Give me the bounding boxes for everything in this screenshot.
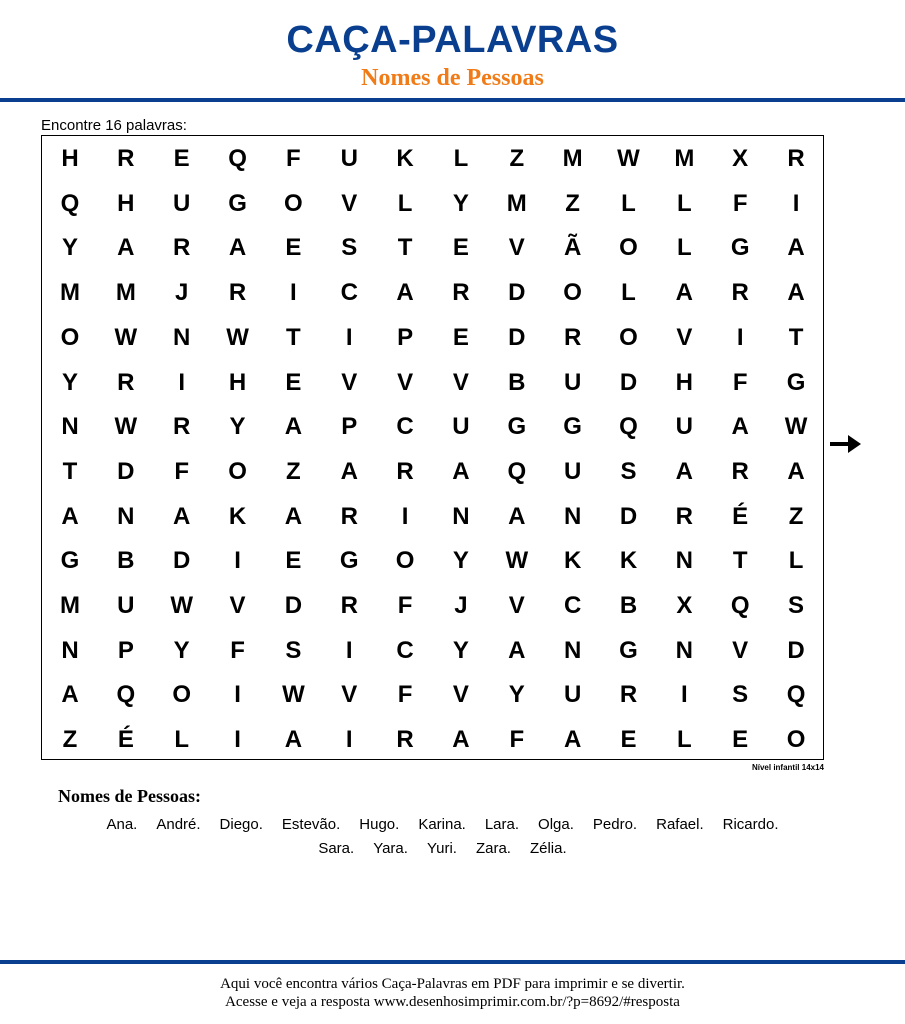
grid-letter: A	[675, 457, 694, 485]
grid-letter: E	[285, 547, 302, 575]
word-list-item: Sara.	[318, 840, 355, 857]
grid-letter: F	[230, 636, 245, 664]
grid-letter: E	[620, 726, 637, 754]
grid-letter: R	[117, 145, 135, 172]
word-list-line-2	[0, 840, 885, 857]
footer-link-text: Acesse e veja a resposta www.desenhosimprimir.com.br/?p=8692/#resposta	[225, 994, 680, 1010]
word-list-item: Karina.	[418, 816, 466, 833]
grid-letter: I	[681, 681, 688, 709]
grid-letter: T	[62, 457, 78, 485]
grid-letter: Z	[565, 189, 580, 217]
word-list-item: Ricardo.	[722, 816, 779, 833]
grid-letter: I	[792, 189, 800, 217]
grid-letter: S	[788, 592, 805, 619]
grid-letter: K	[228, 502, 247, 530]
word-list-item: Zélia.	[529, 840, 567, 857]
grid-letter: U	[563, 457, 582, 485]
grid-letter: H	[61, 145, 79, 172]
grid-letter: A	[675, 279, 694, 307]
grid-letter: N	[117, 502, 135, 530]
grid-letter: G	[339, 547, 359, 575]
grid-letter: D	[508, 279, 526, 307]
grid-letter: A	[340, 457, 358, 485]
grid-letter: I	[178, 368, 186, 396]
grid-letter: L	[621, 279, 636, 307]
grid-letter: Y	[452, 636, 469, 664]
grid-letter: C	[563, 592, 582, 619]
grid-letter: A	[452, 726, 470, 754]
word-list-line-1	[0, 816, 885, 833]
grid-letter: D	[173, 547, 191, 575]
grid-letter: F	[397, 592, 413, 619]
word-list-item: Ana.	[106, 816, 138, 833]
grid-letter: Y	[508, 681, 525, 709]
grid-letter: A	[787, 279, 805, 307]
grid-letter: I	[345, 636, 353, 664]
word-list-item: Zara.	[475, 840, 511, 857]
grid-letter: G	[563, 413, 582, 441]
grid-letter: A	[117, 234, 135, 262]
grid-letter: A	[61, 502, 79, 530]
grid-letter: R	[117, 368, 135, 396]
grid-letter: S	[341, 234, 358, 262]
grid-letter: V	[508, 592, 525, 619]
grid-letter: M	[562, 145, 583, 172]
grid-letter: F	[397, 681, 413, 709]
grid-letter: E	[285, 234, 302, 262]
grid-letter: Z	[62, 726, 78, 754]
names-heading: Nomes de Pessoas:	[58, 786, 201, 806]
grid-letter: Q	[730, 592, 750, 619]
grid-letter: R	[731, 457, 749, 485]
grid-letter: D	[787, 636, 805, 664]
grid-letter: D	[619, 502, 638, 530]
grid-letter: U	[675, 413, 694, 441]
grid-letter: A	[396, 279, 414, 307]
grid-letter: Ã	[563, 234, 582, 262]
grid-letter: O	[284, 189, 303, 217]
grid-letter: G	[786, 368, 806, 396]
word-list-item: Rafael.	[656, 816, 704, 833]
grid-letter: I	[234, 681, 241, 709]
grid-letter: U	[452, 413, 470, 441]
word-list-item: Olga.	[538, 816, 574, 833]
grid-letter: M	[60, 592, 80, 619]
grid-letter: M	[115, 279, 136, 307]
footer-text: Aqui você encontra vários Caça-Palavras em PDF para imprimir e se divertir.	[220, 976, 685, 992]
grid-letter: U	[563, 368, 582, 396]
grid-letter: E	[452, 234, 469, 262]
grid-letter: R	[675, 502, 694, 530]
grid-letter: Y	[452, 189, 469, 217]
grid-letter: Q	[60, 189, 80, 217]
grid-letter: T	[397, 234, 413, 262]
grid-letter: Q	[619, 413, 638, 441]
grid-letter: K	[619, 547, 638, 575]
grid-letter: X	[676, 592, 693, 619]
grid-letter: D	[117, 457, 135, 485]
grid-letter: N	[563, 636, 582, 664]
grid-letter: R	[731, 279, 749, 307]
grid-letter: X	[732, 145, 749, 172]
grid-letter: I	[345, 323, 353, 351]
grid-letter: L	[677, 234, 692, 262]
grid-letter: O	[172, 681, 192, 709]
grid-letter: N	[61, 413, 79, 441]
grid-letter: B	[117, 547, 135, 575]
grid-letter: A	[563, 726, 582, 754]
grid-letter: A	[508, 502, 526, 530]
grid-letter: L	[397, 189, 413, 217]
grid-letter: E	[173, 145, 190, 172]
word-list-item: André.	[156, 816, 201, 833]
grid-letter: Y	[452, 547, 469, 575]
grid-letter: H	[675, 368, 694, 396]
header-divider	[0, 98, 905, 102]
grid-letter: B	[508, 368, 526, 396]
grid-letter: V	[676, 323, 693, 351]
grid-letter: O	[619, 234, 638, 262]
grid-letter: M	[674, 145, 695, 172]
grid-letter: E	[452, 323, 469, 351]
grid-letter: W	[505, 547, 529, 575]
grid-letter: A	[787, 234, 805, 262]
grid-letter: R	[340, 502, 358, 530]
grid-letter: W	[617, 145, 640, 172]
instructions-text: Encontre 16 palavras:	[41, 117, 187, 134]
grid-letter: G	[60, 547, 80, 575]
grid-letter: W	[114, 323, 138, 351]
grid-letter: B	[619, 592, 638, 619]
grid-letter: T	[732, 547, 748, 575]
word-list-item: Yuri.	[426, 840, 457, 857]
page-title: CAÇA-PALAVRAS	[286, 19, 619, 61]
word-list-item: Pedro.	[592, 816, 638, 833]
grid-letter: Y	[173, 636, 190, 664]
grid-letter: V	[229, 592, 246, 619]
grid-letter: W	[784, 413, 808, 441]
grid-letter: G	[507, 413, 527, 441]
grid-letter: W	[170, 592, 194, 619]
grid-letter: U	[563, 681, 582, 709]
grid-letter: U	[173, 189, 191, 217]
grid-letter: A	[452, 457, 470, 485]
grid-letter: P	[397, 323, 414, 351]
word-list-item: Lara.	[484, 816, 520, 833]
grid-letter: E	[732, 726, 749, 754]
grid-letter: A	[284, 502, 303, 530]
grid-letter: N	[173, 323, 191, 351]
page-subtitle: Nomes de Pessoas	[361, 65, 544, 91]
grid-letter: R	[619, 681, 638, 709]
grid-letter: R	[787, 145, 805, 172]
grid-letter: Q	[786, 681, 806, 709]
grid-letter: F	[174, 457, 190, 485]
grid-letter: Y	[229, 413, 246, 441]
grid-letter: D	[284, 592, 303, 619]
grid-letter: O	[395, 547, 415, 575]
word-list-item: Hugo.	[359, 816, 400, 833]
grid-letter: S	[285, 636, 302, 664]
grid-letter: I	[290, 279, 297, 307]
grid-letter: A	[284, 726, 303, 754]
grid-letter: R	[228, 279, 247, 307]
grid-letter: E	[285, 368, 302, 396]
grid-letter: D	[619, 368, 638, 396]
grid-letter: R	[173, 413, 191, 441]
grid-letter: P	[341, 413, 358, 441]
grid-letter: A	[508, 636, 526, 664]
grid-letter: K	[396, 145, 414, 172]
grid-letter: W	[114, 413, 138, 441]
footer-divider	[0, 960, 905, 964]
grid-letter: K	[563, 547, 582, 575]
grid-letter: A	[173, 502, 191, 530]
grid-letter: Z	[509, 145, 525, 172]
grid-letter: V	[341, 681, 358, 709]
grid-letter: A	[731, 413, 749, 441]
grid-letter: G	[228, 189, 247, 217]
grid-letter: I	[401, 502, 409, 530]
grid-letter: L	[174, 726, 190, 754]
grid-letter: V	[341, 189, 358, 217]
grid-letter: I	[234, 547, 241, 575]
grid-letter: N	[675, 636, 694, 664]
grid-letter: O	[619, 323, 638, 351]
letter-grid	[42, 136, 823, 759]
grid-letter: R	[173, 234, 191, 262]
grid-letter: R	[340, 592, 358, 619]
word-search-grid	[41, 135, 824, 760]
grid-letter: Z	[286, 457, 301, 485]
grid-letter: F	[286, 145, 301, 172]
grid-letter: N	[675, 547, 694, 575]
grid-letter: Y	[61, 234, 78, 262]
grid-letter: R	[396, 457, 414, 485]
grid-letter: I	[345, 726, 353, 754]
grid-letter: É	[117, 726, 134, 754]
grid-letter: Q	[228, 145, 247, 172]
grid-letter: A	[787, 457, 805, 485]
grid-letter: G	[619, 636, 638, 664]
grid-letter: V	[341, 368, 358, 396]
grid-letter: W	[226, 323, 249, 351]
grid-letter: V	[452, 368, 469, 396]
grid-letter: N	[452, 502, 470, 530]
word-list-item: Yara.	[373, 840, 408, 857]
grid-letter: D	[508, 323, 526, 351]
grid-letter: A	[61, 681, 79, 709]
grid-letter: V	[732, 636, 749, 664]
word-list-item: Estevão.	[281, 816, 341, 833]
grid-letter: R	[563, 323, 582, 351]
grid-letter: V	[508, 234, 525, 262]
grid-letter: M	[60, 279, 80, 307]
grid-letter: O	[563, 279, 582, 307]
grid-letter: S	[732, 681, 749, 709]
grid-letter: T	[286, 323, 301, 351]
grid-letter: J	[175, 279, 189, 307]
grid-letter: R	[452, 279, 470, 307]
grid-letter: G	[730, 234, 750, 262]
grid-letter: H	[117, 189, 135, 217]
arrow-right-icon	[830, 433, 862, 455]
grid-letter: A	[228, 234, 247, 262]
grid-letter: L	[621, 189, 636, 217]
grid-letter: U	[340, 145, 358, 172]
grid-letter: R	[396, 726, 414, 754]
grid-letter: O	[60, 323, 80, 351]
grid-letter: L	[677, 726, 692, 754]
level-label: Nível infantil 14x14	[751, 763, 824, 772]
grid-letter: L	[788, 547, 804, 575]
grid-letter: Z	[788, 502, 804, 530]
grid-letter: Y	[61, 368, 78, 396]
grid-letter: P	[117, 636, 134, 664]
grid-letter: F	[509, 726, 525, 754]
grid-letter: F	[732, 368, 748, 396]
grid-letter: V	[397, 368, 414, 396]
grid-letter: W	[282, 681, 305, 709]
grid-letter: J	[454, 592, 468, 619]
grid-letter: U	[117, 592, 135, 619]
grid-letter: M	[506, 189, 527, 217]
grid-letter: C	[396, 413, 414, 441]
grid-letter: F	[732, 189, 748, 217]
grid-letter: C	[340, 279, 358, 307]
grid-letter: H	[228, 368, 247, 396]
grid-letter: I	[234, 726, 241, 754]
grid-letter: C	[396, 636, 414, 664]
grid-letter: N	[563, 502, 582, 530]
grid-letter: T	[788, 323, 804, 351]
grid-letter: Q	[507, 457, 527, 485]
grid-letter: Q	[116, 681, 136, 709]
grid-letter: A	[284, 413, 303, 441]
grid-letter: L	[453, 145, 469, 172]
grid-letter: O	[786, 726, 806, 754]
grid-letter: N	[61, 636, 79, 664]
grid-letter: V	[452, 681, 469, 709]
grid-letter: É	[732, 502, 749, 530]
word-list-item: Diego.	[219, 816, 263, 833]
grid-letter: O	[228, 457, 247, 485]
grid-letter: L	[677, 189, 692, 217]
grid-letter: I	[736, 323, 744, 351]
grid-letter: S	[620, 457, 637, 485]
